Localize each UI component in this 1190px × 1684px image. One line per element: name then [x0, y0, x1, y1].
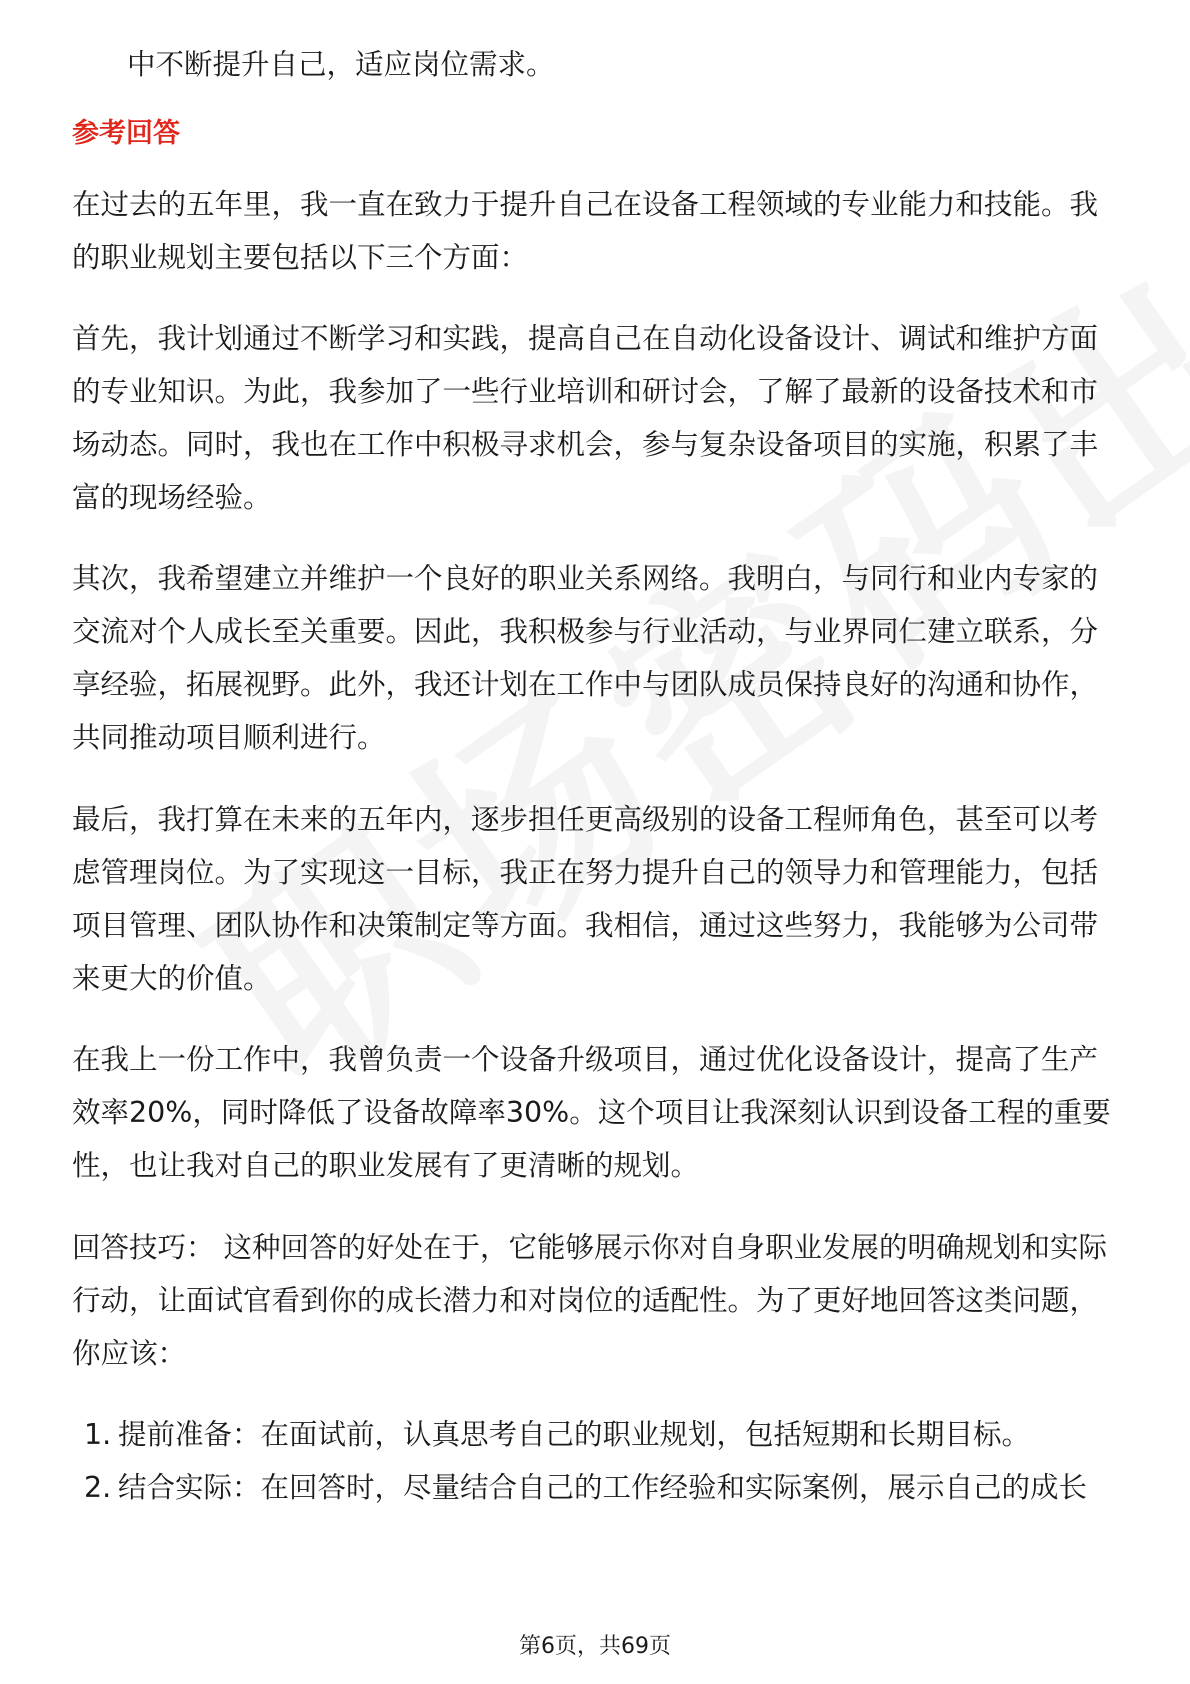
section-heading: 参考回答	[72, 118, 180, 149]
list-item-text: 结合实际：在回答时，尽量结合自己的工作经验和实际案例，展示自己的成长	[118, 1471, 1088, 1504]
paragraph-line: 在过去的五年里，我一直在致力于提升自己在设备工程领域的专业能力和技能。我	[72, 188, 1099, 221]
paragraph-line: 性，也让我对自己的职业发展有了更清晰的规划。	[72, 1149, 700, 1182]
paragraph-line: 的职业规划主要包括以下三个方面：	[72, 241, 529, 274]
paragraph-line: 的专业知识。为此，我参加了一些行业培训和研讨会，了解了最新的设备技术和市	[72, 375, 1099, 408]
paragraph-line: 首先，我计划通过不断学习和实践，提高自己在自动化设备设计、调试和维护方面	[72, 322, 1099, 355]
page-footer: 第6页，共69页	[519, 1634, 671, 1659]
paragraph-line: 享经验，拓展视野。此外，我还计划在工作中与团队成员保持良好的沟通和协作，	[72, 668, 1099, 701]
paragraph-line: 交流对个人成长至关重要。因此，我积极参与行业活动，与业界同仁建立联系，分	[72, 615, 1099, 648]
paragraph-line: 效率20%，同时降低了设备故障率30%。这个项目让我深刻认识到设备工程的重要	[72, 1096, 1111, 1129]
intro-line: 中不断提升自己，适应岗位需求。	[127, 48, 555, 81]
paragraph-line: 最后，我打算在未来的五年内，逐步担任更高级别的设备工程师角色，甚至可以考	[72, 803, 1099, 836]
paragraph-line: 在我上一份工作中，我曾负责一个设备升级项目，通过优化设备设计，提高了生产	[72, 1043, 1099, 1076]
list-item-number: 2.	[84, 1471, 112, 1504]
paragraph-line: 项目管理、团队协作和决策制定等方面。我相信，通过这些努力，我能够为公司带	[72, 909, 1099, 942]
paragraph-line: 行动，让面试官看到你的成长潜力和对岗位的适配性。为了更好地回答这类问题，	[72, 1284, 1099, 1317]
paragraph-line: 其次，我希望建立并维护一个良好的职业关系网络。我明白，与同行和业内专家的	[72, 562, 1099, 595]
paragraph-line: 回答技巧： 这种回答的好处在于，它能够展示你对自身职业发展的明确规划和实际	[72, 1231, 1108, 1264]
paragraph-line: 共同推动项目顺利进行。	[72, 721, 386, 754]
paragraph-line: 场动态。同时，我也在工作中积极寻求机会，参与复杂设备项目的实施，积累了丰	[72, 428, 1099, 461]
list-item-text: 提前准备：在面试前，认真思考自己的职业规划，包括短期和长期目标。	[118, 1418, 1031, 1451]
list-item-number: 1.	[84, 1418, 112, 1451]
paragraph-line: 虑管理岗位。为了实现这一目标，我正在努力提升自己的领导力和管理能力，包括	[72, 856, 1099, 889]
paragraph-line: 你应该：	[72, 1337, 187, 1370]
paragraph-line: 富的现场经验。	[72, 481, 272, 514]
paragraph-line: 来更大的价值。	[72, 962, 272, 995]
